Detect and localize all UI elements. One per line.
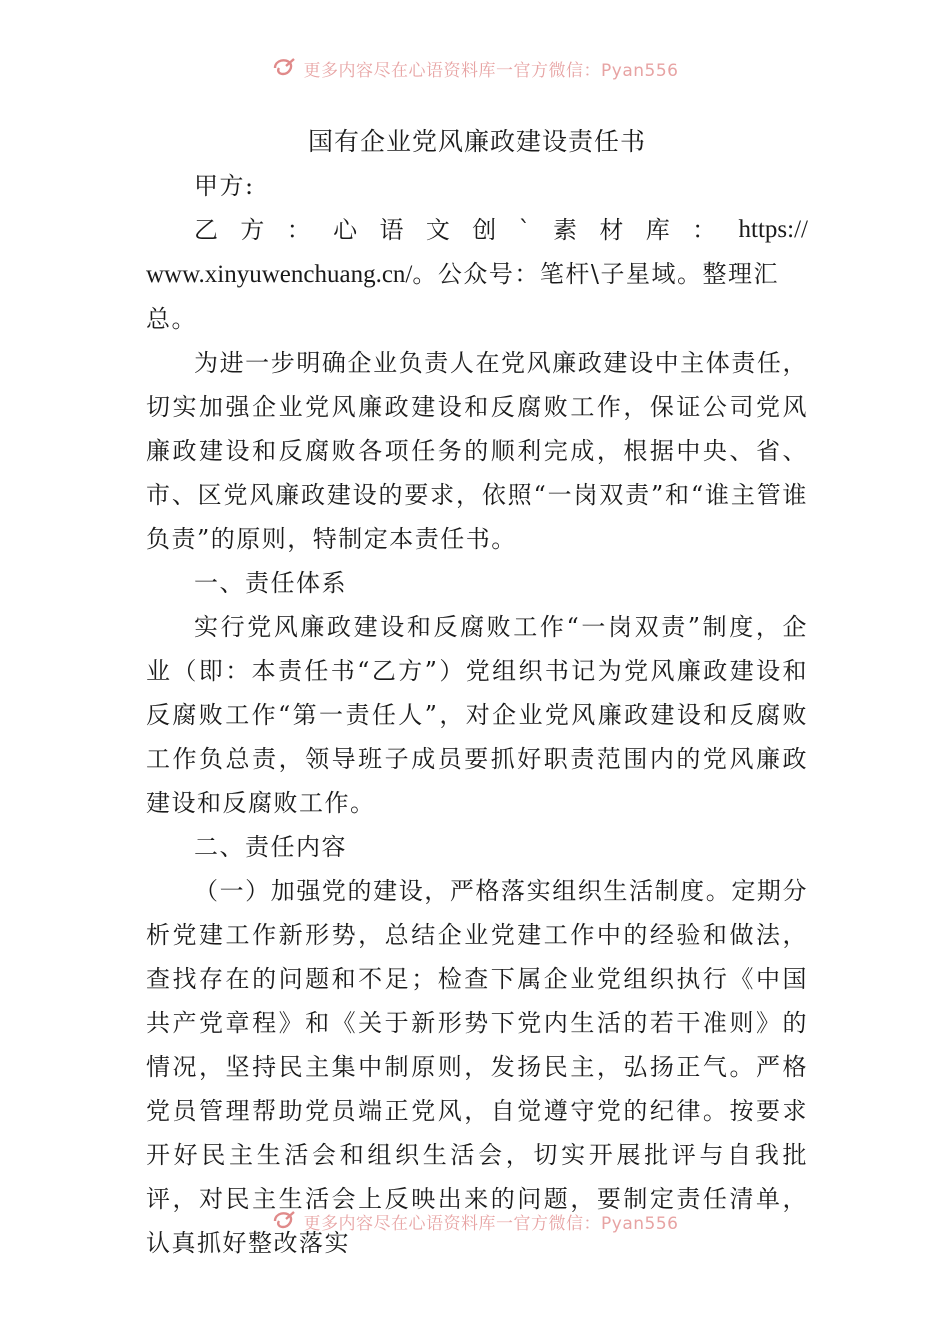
- party-b-char: 文: [425, 216, 452, 244]
- party-b-char: 语: [379, 216, 405, 244]
- party-a-line: 甲方:: [194, 172, 255, 200]
- watermark-logo-icon: [272, 1209, 298, 1235]
- party-b-char: 乙: [194, 216, 220, 244]
- party-b-rest: 。公众号：笔杆\子星域。整理汇总。: [146, 260, 779, 333]
- party-b-url-start: https://: [738, 216, 808, 243]
- footer-watermark-text: 更多内容尽在心语资料库一官方微信：Pyan556: [303, 1214, 679, 1234]
- footer-watermark: [0, 1209, 950, 1235]
- party-b-char: ：: [692, 216, 718, 244]
- section1-heading: 一、责任体系: [194, 569, 347, 597]
- party-b-url: www.xinyuwenchuang.cn/: [146, 261, 413, 288]
- party-b-char: ：: [286, 216, 313, 244]
- document-title: 国有企业党风廉政建设责任书: [307, 127, 646, 156]
- watermark-logo-icon: [272, 56, 298, 82]
- party-b-char: 创: [472, 216, 498, 244]
- party-b-char: 材: [599, 216, 625, 244]
- section2-heading: 二、责任内容: [194, 833, 347, 861]
- party-b-char: 库: [645, 216, 672, 244]
- party-b-char: `: [518, 216, 533, 244]
- header-watermark: [0, 56, 950, 82]
- section2-item1-paragraph: （一）加强党的建设，严格落实组织生活制度。定期分析党建工作新形势，总结企业党建工作中的经验和做法，查找存在的问题和不足；检查下属企业党组织执行《中国共产党章程》和《关于新形势下党内生活的若干准则》的情况，坚持民主集中制原则，发扬民主，弘扬正气。严格党员管理帮助党员端正党风，自觉遵守党的纪律。按要求开好民主生活会和组织生活会，切实开展批评与自我批评，对民主生活会上反映出来的问题，要制定责任清单，认真抓好整改落实: [146, 877, 808, 1257]
- intro-paragraph: 为进一步明确企业负责人在党风廉政建设中主体责任，切实加强企业党风廉政建设和反腐败工作，保证公司党风廉政建设和反腐败各项任务的顺利完成，根据中央、省、市、区党风廉政建设的要求，依照“一岗双责”和“谁主管谁负责”的原则，特制定本责任书。: [146, 349, 808, 553]
- party-b-continuation: [146, 252, 808, 341]
- header-watermark-text: 更多内容尽在心语资料库一官方微信：Pyan556: [303, 61, 679, 81]
- document-body: [146, 120, 808, 1265]
- party-b-line: [146, 208, 808, 252]
- party-b-char: 素: [553, 216, 579, 244]
- party-b-char: 心: [333, 216, 359, 244]
- section1-paragraph: 实行党风廉政建设和反腐败工作“一岗双责”制度，企业（即：本责任书“乙方”）党组织书记为党风廉政建设和反腐败工作“第一责任人”，对企业党风廉政建设和反腐败工作负总责，领导班子成员要抓好职责范围内的党风廉政建设和反腐败工作。: [146, 613, 808, 817]
- party-b-char: 方: [240, 216, 266, 244]
